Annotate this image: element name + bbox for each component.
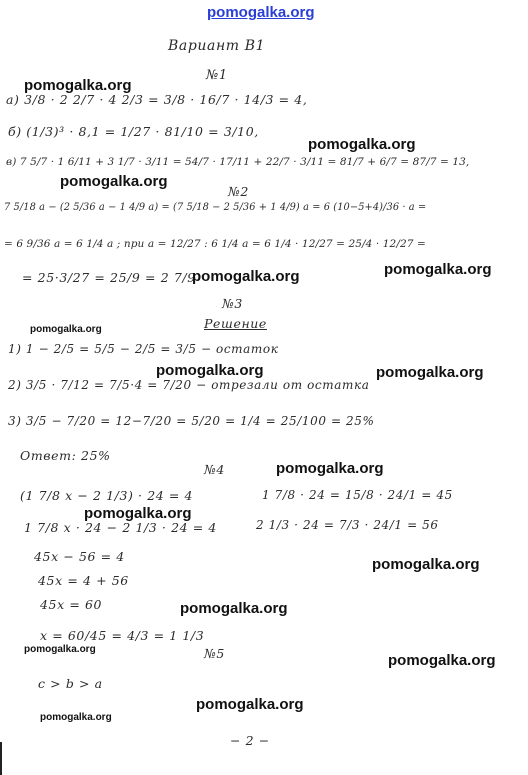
task3-step-3: 3) 3/5 − 7/20 = 12−7/20 = 5/20 = 1/4 = 25/100 = 25% (8, 414, 375, 428)
task3-solution-label: Решение (204, 316, 267, 331)
task1-line-a: а) 3/8 · 2 2/7 · 4 2/3 = 3/8 · 16/7 · 14/3 = 4, (6, 92, 308, 107)
task1-number: №1 (206, 68, 228, 83)
watermark: pomogalka.org (308, 136, 416, 153)
watermark: pomogalka.org (24, 644, 96, 655)
task4-line-6: x = 60/45 = 4/3 = 1 1/3 (40, 628, 205, 643)
watermark: pomogalka.org (276, 460, 384, 477)
watermark: pomogalka.org (384, 261, 492, 278)
page-edge-mark (0, 742, 2, 775)
task2-line-2: = 6 9/36 a = 6 1/4 a ; при a = 12/27 : 6 1/4 a = 6 1/4 · 12/27 = 25/4 · 12/27 = (4, 238, 426, 250)
task2-number: №2 (228, 184, 249, 199)
task3-number: №3 (222, 296, 243, 311)
task4-line-4: 45x = 4 + 56 (38, 573, 129, 588)
task3-step-2: 2) 3/5 · 7/12 = 7/5·4 = 7/20 − отрезали от остатка (8, 378, 370, 392)
watermark: pomogalka.org (60, 173, 168, 190)
task4-side-calc-1: 1 7/8 · 24 = 15/8 · 24/1 = 45 (262, 488, 453, 502)
task5-number: №5 (204, 646, 225, 661)
watermark: pomogalka.org (84, 505, 192, 522)
task4-side-calc-2: 2 1/3 · 24 = 7/3 · 24/1 = 56 (256, 518, 439, 532)
task4-line-3: 45x − 56 = 4 (34, 549, 125, 564)
watermark: pomogalka.org (30, 324, 102, 335)
task1-line-v: в) 7 5/7 · 1 6/11 + 3 1/7 · 3/11 = 54/7 · 17/11 + 22/7 · 3/11 = 81/7 + 6/7 = 87/7 = 13, (6, 156, 470, 168)
watermark: pomogalka.org (24, 77, 132, 94)
task4-line-2: 1 7/8 x · 24 − 2 1/3 · 24 = 4 (24, 520, 217, 535)
task2-line-1: 7 5/18 a − (2 5/36 a − 1 4/9 a) = (7 5/18 − 2 5/36 + 1 4/9) a = 6 (10−5+4)/36 · a = (4, 202, 427, 213)
watermark: pomogalka.org (192, 268, 300, 285)
task2-line-3: = 25·3/27 = 25/9 = 2 7/9 (22, 270, 196, 285)
watermark: pomogalka.org (180, 600, 288, 617)
task3-step-1: 1) 1 − 2/5 = 5/5 − 2/5 = 3/5 − остаток (8, 342, 279, 356)
watermark: pomogalka.org (40, 712, 112, 723)
task5-answer: c > b > a (38, 676, 103, 691)
watermark: pomogalka.org (156, 362, 264, 379)
watermark-top-link[interactable]: pomogalka.org (207, 4, 315, 21)
task4-number: №4 (204, 462, 225, 477)
task3-answer: Ответ: 25% (20, 448, 111, 463)
watermark: pomogalka.org (376, 364, 484, 381)
task4-line-5: 45x = 60 (40, 597, 103, 612)
task4-equation: (1 7/8 x − 2 1/3) · 24 = 4 (20, 488, 194, 503)
watermark: pomogalka.org (196, 696, 304, 713)
watermark: pomogalka.org (372, 556, 480, 573)
watermark: pomogalka.org (388, 652, 496, 669)
task1-line-b: б) (1/3)³ · 8,1 = 1/27 · 81/10 = 3/10, (8, 124, 259, 139)
variant-title: Вариант В1 (168, 38, 266, 54)
page-number: − 2 − (230, 733, 270, 748)
